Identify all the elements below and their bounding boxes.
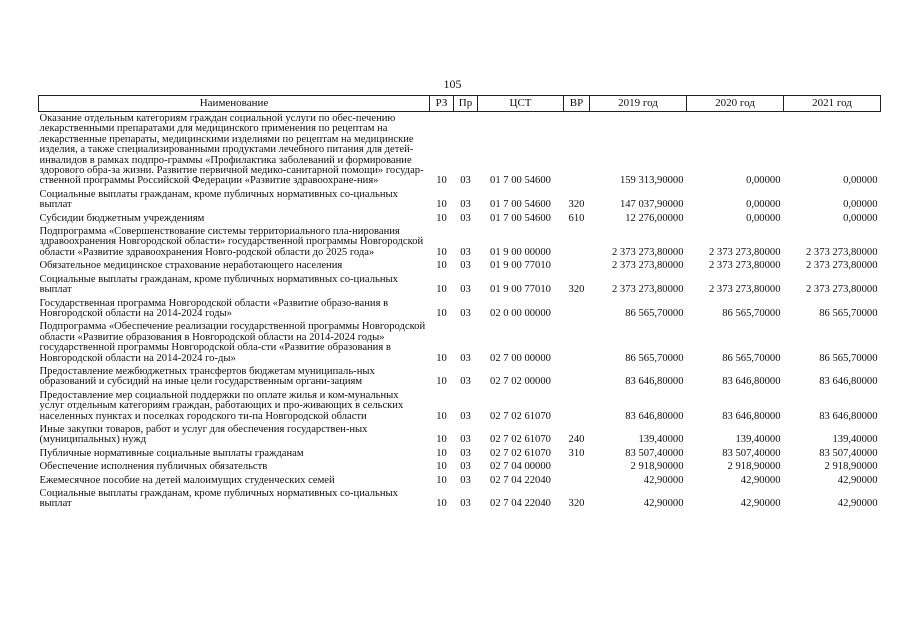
row-pr: 03 <box>460 447 471 459</box>
row-name: Социальные выплаты гражданам, кроме публичных нормативных со-циальных выплат <box>39 273 398 296</box>
row-name: Подпрограмма «Обеспечение реализации государственной программы Новгородской области «Развитие образования в Новгородской области на 2014-2024 годы» государственной программы Новгородской обла-сти «Развитие образования в Новгородской области на 2014-2024 го-ды» <box>39 321 426 364</box>
row-pr: 03 <box>460 434 471 446</box>
row-pr: 03 <box>460 199 471 211</box>
row-value-2021: 2 918,90000 <box>824 461 878 473</box>
row-name: Ежемесячное пособие на детей малоимущих студенческих семей <box>39 474 335 486</box>
row-value-2020: 83 646,80000 <box>722 410 781 422</box>
row-rz: 10 <box>436 175 447 187</box>
row-cst: 02 7 02 61070 <box>490 447 551 459</box>
row-pr: 03 <box>460 474 471 486</box>
row-vr <box>564 460 590 473</box>
row-value-2021: 0,00000 <box>843 175 878 187</box>
row-value-2019: 2 373 273,80000 <box>611 260 684 272</box>
row-rz: 10 <box>436 352 447 364</box>
row-vr <box>564 474 590 487</box>
row-cst: 01 9 00 00000 <box>490 246 551 258</box>
row-vr: 240 <box>568 434 585 446</box>
row-value-2020: 2 373 273,80000 <box>708 260 781 272</box>
row-value-2021: 139,40000 <box>832 434 878 446</box>
row-value-2021: 86 565,70000 <box>819 307 878 319</box>
page-number: 105 <box>443 77 462 91</box>
row-rz: 10 <box>436 498 447 510</box>
row-cst: 02 7 02 61070 <box>490 434 551 446</box>
table-row <box>39 460 881 473</box>
row-value-2020: 2 918,90000 <box>727 461 781 473</box>
table-row <box>39 320 881 365</box>
row-name: Обязательное медицинское страхование неработающего населения <box>39 260 343 272</box>
row-rz: 10 <box>436 461 447 473</box>
header-cst: ЦСТ <box>478 96 564 112</box>
header-2020: 2020 год <box>687 96 784 112</box>
header-2019: 2019 год <box>590 96 687 112</box>
row-value-2019: 83 646,80000 <box>625 410 684 422</box>
header-rz: РЗ <box>430 96 454 112</box>
row-pr: 03 <box>460 284 471 296</box>
row-cst: 02 7 02 00000 <box>490 376 551 388</box>
row-rz: 10 <box>436 284 447 296</box>
row-cst: 02 7 02 61070 <box>490 410 551 422</box>
header-pr: Пр <box>454 96 478 112</box>
row-pr: 03 <box>460 246 471 258</box>
row-cst: 02 7 04 00000 <box>490 461 551 473</box>
row-value-2019: 86 565,70000 <box>625 352 684 364</box>
table-row <box>39 365 881 389</box>
row-value-2019: 86 565,70000 <box>625 307 684 319</box>
row-vr: 320 <box>568 284 585 296</box>
row-value-2020: 139,40000 <box>735 434 781 446</box>
row-name: Иные закупки товаров, работ и услуг для обеспечения государствен-ных (муниципальных) нужд <box>39 423 368 446</box>
row-value-2019: 12 276,00000 <box>625 212 684 224</box>
row-rz: 10 <box>436 307 447 319</box>
row-value-2021: 86 565,70000 <box>819 352 878 364</box>
row-vr: 310 <box>568 447 585 459</box>
row-cst: 01 7 00 54600 <box>490 212 551 224</box>
row-value-2021: 42,90000 <box>837 498 878 510</box>
row-rz: 10 <box>436 246 447 258</box>
table-row <box>39 188 881 212</box>
row-cst: 01 7 00 54600 <box>490 199 551 211</box>
table-row <box>39 112 881 188</box>
row-cst: 02 7 04 22040 <box>490 498 551 510</box>
table-row <box>39 474 881 487</box>
row-pr: 03 <box>460 175 471 187</box>
row-name: Предоставление межбюджетных трансфертов бюджетам муниципаль-ных образований и субсидий на иные цели государственным органи-зациям <box>39 365 375 388</box>
row-vr <box>564 297 590 321</box>
header-vr: ВР <box>564 96 590 112</box>
row-cst: 02 0 00 00000 <box>490 307 551 319</box>
row-value-2020: 83 507,40000 <box>722 447 781 459</box>
row-value-2020: 2 373 273,80000 <box>708 246 781 258</box>
row-value-2021: 83 646,80000 <box>819 410 878 422</box>
row-vr <box>564 320 590 365</box>
row-value-2021: 2 373 273,80000 <box>805 246 878 258</box>
row-cst: 01 7 00 54600 <box>490 175 551 187</box>
row-value-2021: 2 373 273,80000 <box>805 284 878 296</box>
table-row <box>39 447 881 460</box>
row-cst: 01 9 00 77010 <box>490 260 551 272</box>
row-pr: 03 <box>460 260 471 272</box>
row-name: Публичные нормативные социальные выплаты гражданам <box>39 447 304 459</box>
row-value-2019: 2 373 273,80000 <box>611 284 684 296</box>
row-rz: 10 <box>436 447 447 459</box>
row-value-2021: 2 373 273,80000 <box>805 260 878 272</box>
row-cst: 01 9 00 77010 <box>490 284 551 296</box>
row-value-2019: 42,90000 <box>643 498 684 510</box>
table-header-row <box>39 96 881 112</box>
row-vr <box>564 225 590 259</box>
header-name: Наименование <box>39 96 430 112</box>
row-rz: 10 <box>436 376 447 388</box>
row-rz: 10 <box>436 260 447 272</box>
table-row <box>39 487 881 511</box>
row-pr: 03 <box>460 212 471 224</box>
row-value-2019: 2 373 273,80000 <box>611 246 684 258</box>
row-rz: 10 <box>436 199 447 211</box>
row-value-2019: 42,90000 <box>643 474 684 486</box>
row-value-2021: 83 507,40000 <box>819 447 878 459</box>
row-value-2020: 42,90000 <box>740 498 781 510</box>
table-row <box>39 423 881 447</box>
row-vr: 320 <box>568 199 585 211</box>
row-value-2020: 86 565,70000 <box>722 352 781 364</box>
row-pr: 03 <box>460 461 471 473</box>
row-vr <box>564 365 590 389</box>
row-vr: 320 <box>568 498 585 510</box>
row-vr <box>564 259 590 272</box>
row-rz: 10 <box>436 474 447 486</box>
row-value-2019: 139,40000 <box>638 434 684 446</box>
table-row <box>39 273 881 297</box>
row-value-2020: 86 565,70000 <box>722 307 781 319</box>
row-name: Обеспечение исполнения публичных обязательств <box>39 461 268 473</box>
row-value-2020: 0,00000 <box>746 212 781 224</box>
row-name: Социальные выплаты гражданам, кроме публичных нормативных со-циальных выплат <box>39 488 398 510</box>
row-value-2020: 42,90000 <box>740 474 781 486</box>
row-pr: 03 <box>460 307 471 319</box>
row-name: Подпрограмма «Совершенствование системы территориального пла-нирования здравоохранения Новгородской области» государственной программы Новгородской области «Развитие здравоохранения Новго-родской области до 2025 года» <box>39 226 424 258</box>
row-name: Социальные выплаты гражданам, кроме публичных нормативных со-циальных выплат <box>39 188 398 211</box>
table-row <box>39 259 881 272</box>
row-name: Государственная программа Новгородской области «Развитие образо-вания в Новгородской области на 2014-2024 годы» <box>39 297 389 319</box>
row-value-2021: 83 646,80000 <box>819 376 878 388</box>
budget-table <box>38 95 881 511</box>
row-vr <box>564 112 590 188</box>
row-pr: 03 <box>460 498 471 510</box>
table-row <box>39 389 881 423</box>
row-vr: 610 <box>568 212 585 224</box>
row-cst: 02 7 04 22040 <box>490 474 551 486</box>
row-pr: 03 <box>460 410 471 422</box>
row-pr: 03 <box>460 352 471 364</box>
row-name: Субсидии бюджетным учреждениям <box>39 212 205 224</box>
row-vr <box>564 389 590 423</box>
row-pr: 03 <box>460 376 471 388</box>
row-value-2020: 2 373 273,80000 <box>708 284 781 296</box>
row-name: Предоставление мер социальной поддержки по оплате жилья и ком-мунальных услуг отдельным категориям граждан, работающих и про-живающих в сельских населенных пунктах и поселках городского ти-па Новгородской области <box>39 389 404 422</box>
row-rz: 10 <box>436 212 447 224</box>
row-value-2019: 159 313,90000 <box>619 175 684 187</box>
table-body <box>39 112 881 511</box>
row-value-2019: 147 037,90000 <box>619 199 684 211</box>
row-value-2019: 83 646,80000 <box>625 376 684 388</box>
row-rz: 10 <box>436 410 447 422</box>
row-rz: 10 <box>436 434 447 446</box>
row-name: Оказание отдельным категориям граждан социальной услуги по обес-печению лекарственными препаратами для медицинского применения по рецептам на лекарственные препараты, медицинскими изделиями по рецептам на медицинские изделия, а также специализированными продуктами лечебного питания для детей-инвалидов в рамках подпро-граммы «Профилактика заболеваний и формирование здорового обра-за жизни. Развитие первичной медико-санитарной помощи» государ-ственной программы Российской Федерации «Развитие здравоохране-ния» <box>39 113 424 187</box>
table-row <box>39 297 881 321</box>
row-value-2019: 83 507,40000 <box>625 447 684 459</box>
row-value-2020: 0,00000 <box>746 175 781 187</box>
row-value-2021: 0,00000 <box>843 199 878 211</box>
table-row <box>39 225 881 259</box>
row-value-2021: 0,00000 <box>843 212 878 224</box>
row-value-2019: 2 918,90000 <box>630 461 684 473</box>
row-value-2020: 83 646,80000 <box>722 376 781 388</box>
header-2021: 2021 год <box>784 96 881 112</box>
row-cst: 02 7 00 00000 <box>490 352 551 364</box>
table-row <box>39 212 881 225</box>
row-value-2020: 0,00000 <box>746 199 781 211</box>
row-value-2021: 42,90000 <box>837 474 878 486</box>
